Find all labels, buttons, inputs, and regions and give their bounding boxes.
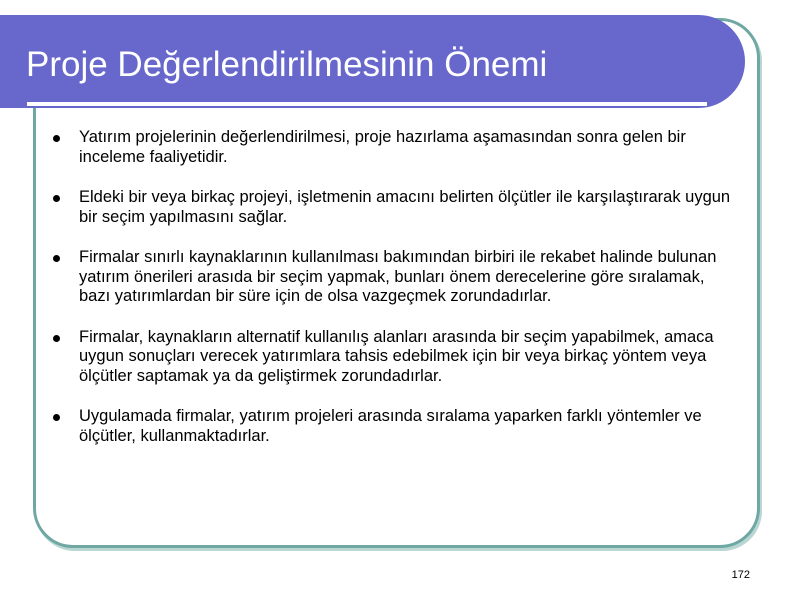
bullet-item xyxy=(48,407,738,446)
bullet-dot-icon xyxy=(53,255,60,262)
bullet-item xyxy=(48,128,738,167)
bullet-dot-icon xyxy=(53,335,60,342)
slide-title: Proje Değerlendirilmesinin Önemi xyxy=(26,45,548,84)
bullet-text: Yatırım projelerinin değerlendirilmesi, proje hazırlama aşamasından sonra gelen bir inceleme faaliyetidir. xyxy=(79,128,686,166)
bullet-dot-icon xyxy=(53,135,60,142)
page-number: 172 xyxy=(731,569,750,581)
bullet-text: Uygulamada firmalar, yatırım projeleri arasında sıralama yaparken farklı yöntemler ve ölçütler, kullanmaktadırlar. xyxy=(79,407,702,445)
bullet-dot-icon xyxy=(53,414,60,421)
bullet-text: Firmalar sınırlı kaynaklarının kullanılması bakımından birbiri ile rekabet halinde bulunan yatırım önerileri arasıda bir seçim yapmak, bunları önem derecelerine göre sıralamak, bazı yatırımlardan bir süre için de olsa vazgeçmek zorundadırlar. xyxy=(79,248,717,305)
bullet-item xyxy=(48,188,738,227)
bullet-dot-icon xyxy=(53,195,60,202)
bullet-text: Eldeki bir veya birkaç projeyi, işletmenin amacını belirten ölçütler ile karşılaştırarak uygun bir seçim yapılmasını sağlar. xyxy=(79,188,731,226)
bullet-list xyxy=(48,128,738,467)
bullet-item xyxy=(48,328,738,387)
title-underline xyxy=(27,102,707,106)
bullet-text: Firmalar, kaynakların alternatif kullanılış alanları arasında bir seçim yapabilmek, amaca uygun sonuçları verecek yatırımlara tahsis edebilmek için bir veya birkaç yöntem veya ölçütler saptamak ya da geliştirmek zorundadırlar. xyxy=(79,327,714,385)
bullet-item xyxy=(48,248,738,307)
